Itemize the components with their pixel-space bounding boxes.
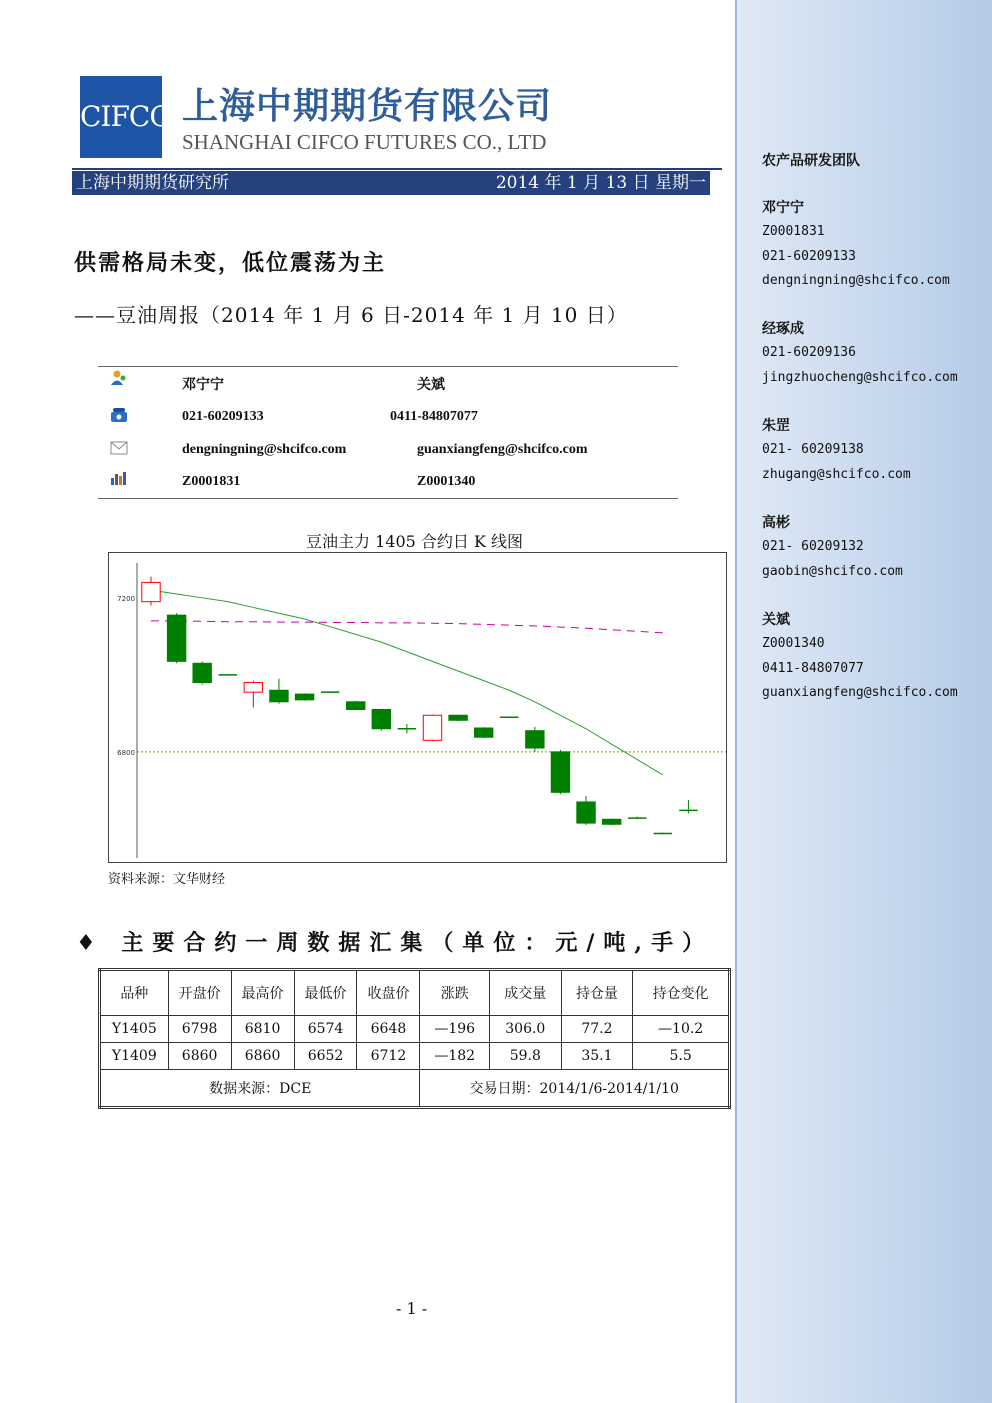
candle	[270, 679, 288, 704]
contact-line: 021- 60209138	[762, 442, 864, 458]
table-header-cell: 收盘价	[357, 970, 420, 1016]
candle-body	[551, 752, 569, 792]
candle	[551, 750, 569, 794]
sidebar-contacts	[735, 0, 992, 1403]
candle	[398, 724, 416, 733]
contact-email: jingzhuocheng@shcifco.com	[762, 369, 958, 385]
table-header-cell: 最低价	[294, 970, 357, 1016]
y-tick-label: 6800	[117, 748, 135, 757]
table-cell: 35.1	[561, 1043, 633, 1070]
header-rule	[72, 168, 722, 170]
chart-ma-lines	[151, 590, 663, 775]
table-header-cell: 品种	[100, 970, 169, 1016]
candle	[167, 613, 185, 663]
contact-email: guanxiangfeng@shcifco.com	[762, 684, 958, 700]
table-cell: 6648	[357, 1016, 420, 1043]
table-header-cell: 持仓量	[561, 970, 633, 1016]
table-cell: 6860	[168, 1043, 231, 1070]
contact-name: 关斌	[762, 612, 790, 628]
candle-body	[423, 715, 441, 740]
table-cell: 77.2	[561, 1016, 633, 1043]
table-cell: 6860	[231, 1043, 294, 1070]
sidebar-team-title: 农产品研发团队	[762, 153, 860, 169]
phone-icon	[110, 407, 128, 423]
analyst-name-2: 关斌	[417, 378, 445, 393]
table-cell: —182	[420, 1043, 490, 1070]
candle	[474, 727, 492, 738]
section-title: ♦ 主要合约一周数据汇集（单位：元/吨,手）	[76, 930, 714, 956]
weekly-data-table	[98, 968, 731, 1109]
table-cell: 5.5	[633, 1043, 730, 1070]
candle	[347, 701, 365, 710]
cifco-logo: CIFCO	[80, 76, 162, 158]
candle-body	[372, 710, 390, 729]
candle	[295, 693, 313, 700]
candle-body	[449, 715, 467, 720]
table-row	[100, 1016, 730, 1043]
table-header-cell: 成交量	[489, 970, 561, 1016]
table-cell: 306.0	[489, 1016, 561, 1043]
table-header-cell: 最高价	[231, 970, 294, 1016]
candle-body	[295, 694, 313, 700]
contact-card	[762, 608, 958, 705]
analyst-phone-2: 0411-84807077	[390, 409, 478, 424]
company-name-en: SHANGHAI CIFCO FUTURES CO., LTD	[182, 130, 547, 154]
contact-line: 021-60209136	[762, 345, 856, 361]
analyst-id-2: Z0001340	[417, 474, 476, 489]
contact-line: 0411-84807077	[762, 660, 864, 676]
kline-chart-svg	[109, 553, 726, 862]
table-cell: 6652	[294, 1043, 357, 1070]
table-footer-row	[100, 1070, 730, 1108]
table-cell: 6810	[231, 1016, 294, 1043]
table-row	[100, 1043, 730, 1070]
report-title: 供需格局未变，低位震荡为主	[74, 250, 387, 276]
id-badge-icon	[110, 470, 128, 486]
candle-body	[270, 690, 288, 702]
candle-body	[193, 663, 211, 682]
candle	[142, 577, 160, 606]
kline-chart	[108, 552, 727, 863]
candle	[500, 716, 518, 718]
table-cell: 6574	[294, 1016, 357, 1043]
company-name-cn: 上海中期期货有限公司	[182, 86, 553, 127]
contact-card	[762, 414, 911, 487]
candle-body	[474, 728, 492, 737]
candle	[526, 727, 544, 752]
candle	[654, 833, 672, 835]
chart-candles	[142, 577, 698, 835]
analyst-email-2: guanxiangfeng@shcifco.com	[417, 442, 588, 457]
table-trade-dates: 交易日期：2014/1/6-2014/1/10	[420, 1070, 730, 1108]
report-date: 2014 年 1 月 13 日 星期一	[495, 173, 706, 193]
table-cell: —10.2	[633, 1016, 730, 1043]
ma-long-line	[151, 590, 663, 775]
contact-line: Z0001340	[762, 636, 825, 652]
contact-email: gaobin@shcifco.com	[762, 563, 903, 579]
candle-body	[526, 731, 544, 748]
mail-icon	[110, 440, 128, 456]
table-cell: Y1405	[100, 1016, 169, 1043]
y-tick-label: 7200	[117, 594, 135, 603]
contact-card	[762, 196, 950, 293]
chart-source: 资料来源：文华财经	[108, 872, 226, 887]
table-data-source: 数据来源：DCE	[100, 1070, 420, 1108]
table-header-cell: 涨跌	[420, 970, 490, 1016]
contact-email: zhugang@shcifco.com	[762, 466, 911, 482]
contact-card	[762, 317, 958, 390]
chart-axes	[117, 563, 726, 858]
chart-title: 豆油主力 1405 合约日 K 线图	[306, 532, 524, 551]
candle-body	[577, 802, 595, 823]
table-header-cell: 开盘价	[168, 970, 231, 1016]
candle	[602, 818, 620, 825]
ma-mid-line	[151, 621, 663, 633]
contact-line: Z0001831	[762, 224, 825, 240]
contact-name: 邓宁宁	[762, 200, 804, 216]
candle-body	[167, 615, 185, 661]
table-header-row	[100, 970, 730, 1016]
candle	[193, 661, 211, 684]
person-icon	[110, 370, 128, 386]
analyst-phone-1: 021-60209133	[182, 409, 264, 424]
candle-body	[347, 702, 365, 710]
table-cell: 59.8	[489, 1043, 561, 1070]
contact-name: 朱罡	[762, 418, 790, 434]
contact-name: 经琢成	[762, 321, 804, 337]
contact-line: 021- 60209132	[762, 539, 864, 555]
candle	[321, 691, 339, 693]
analyst-block-top-rule	[98, 366, 678, 367]
candle	[449, 715, 467, 722]
page-number: - 1 -	[396, 1299, 428, 1318]
table-cell: 6798	[168, 1016, 231, 1043]
table-cell: Y1409	[100, 1043, 169, 1070]
analyst-email-1: dengningning@shcifco.com	[182, 442, 347, 457]
candle	[577, 796, 595, 825]
candle	[219, 674, 237, 676]
candle	[423, 715, 441, 742]
table-cell: 6712	[357, 1043, 420, 1070]
candle-body	[244, 683, 262, 693]
header-bar	[72, 171, 710, 195]
candle-body	[602, 819, 620, 824]
contact-card	[762, 511, 903, 584]
institute-name: 上海中期期货研究所	[76, 173, 229, 193]
candle	[628, 817, 646, 819]
table-cell: —196	[420, 1016, 490, 1043]
contact-email: dengningning@shcifco.com	[762, 272, 950, 288]
contact-name: 高彬	[762, 515, 790, 531]
candle	[679, 800, 697, 813]
candle-body	[142, 582, 160, 601]
contact-line: 021-60209133	[762, 248, 856, 264]
candle	[372, 709, 390, 731]
analyst-name-1: 邓宁宁	[182, 378, 224, 393]
candle	[244, 681, 262, 708]
analyst-block-bottom-rule	[98, 498, 678, 499]
table-header-cell: 持仓变化	[633, 970, 730, 1016]
analyst-id-1: Z0001831	[182, 474, 241, 489]
report-subtitle: ——豆油周报（2014 年 1 月 6 日-2014 年 1 月 10 日）	[74, 303, 628, 327]
